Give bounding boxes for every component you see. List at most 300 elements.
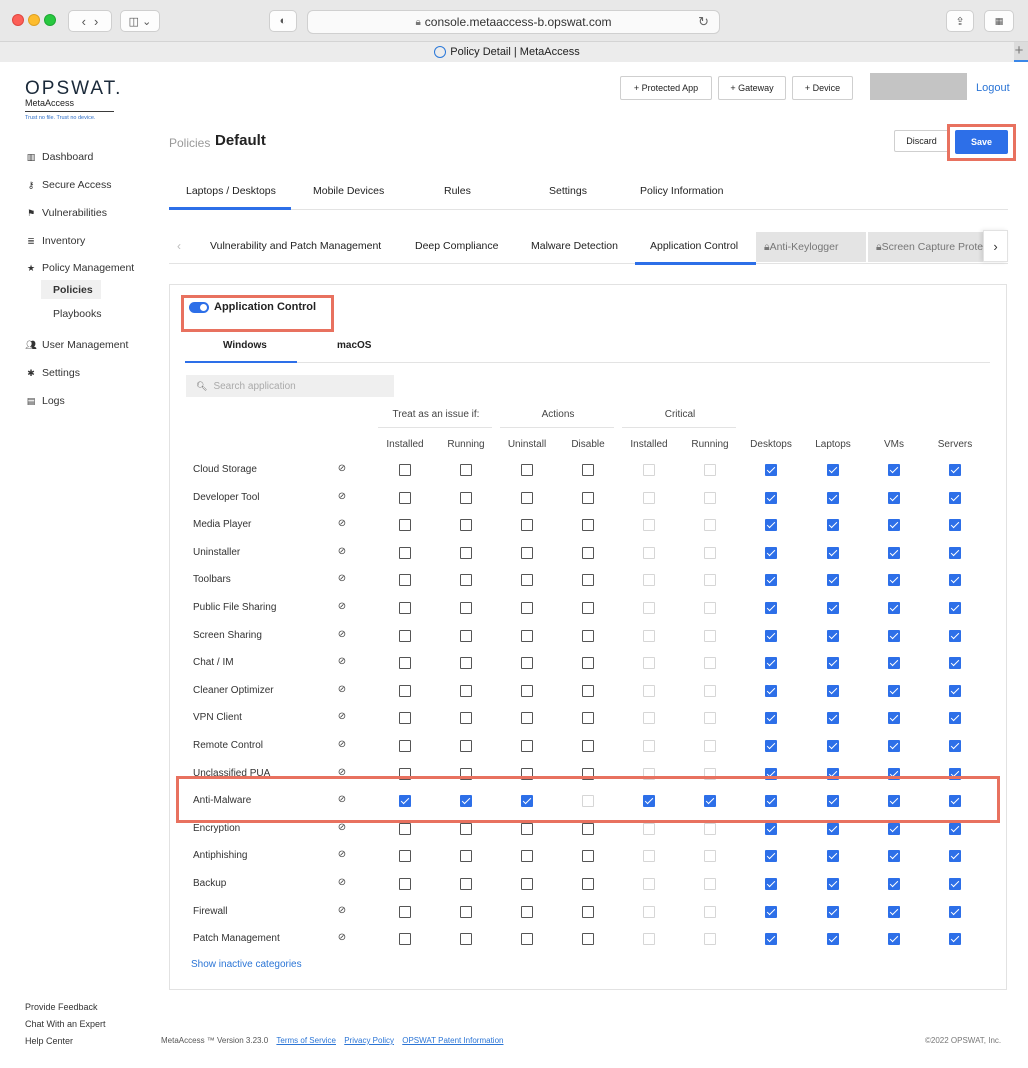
checkbox[interactable] (765, 657, 777, 669)
checkbox[interactable] (704, 850, 716, 862)
checkbox[interactable] (704, 685, 716, 697)
category-label: Uninstaller (193, 547, 241, 558)
checkbox[interactable] (949, 878, 961, 890)
checkbox[interactable] (582, 740, 594, 752)
provide-feedback-link[interactable]: Provide Feedback (25, 1002, 98, 1012)
add-gateway-button[interactable]: + Gateway (718, 76, 786, 100)
terms-link[interactable]: Terms of Service (276, 1036, 336, 1045)
checkbox[interactable] (399, 712, 411, 724)
sidebar-toggle-button[interactable] (120, 10, 160, 32)
sidebar-item-dashboard[interactable] (25, 151, 93, 163)
privacy-link[interactable]: Privacy Policy (344, 1036, 395, 1045)
checkbox[interactable] (827, 712, 839, 724)
checkbox[interactable] (643, 712, 655, 724)
checkbox[interactable] (765, 630, 777, 642)
opswat-logo[interactable]: OPSWAT. (25, 78, 123, 99)
checkbox[interactable] (949, 795, 961, 807)
checkbox[interactable] (460, 933, 472, 945)
lock-icon: 🔒︎ (764, 241, 770, 253)
sidebar-item-settings[interactable] (25, 367, 80, 379)
checkbox[interactable] (949, 712, 961, 724)
checkbox[interactable] (704, 547, 716, 559)
checkbox[interactable] (704, 768, 716, 780)
tab-policy-information[interactable]: Policy Information (640, 185, 724, 197)
hide-icon[interactable]: ⊘ (337, 491, 347, 502)
checkbox[interactable] (460, 740, 472, 752)
checkbox[interactable] (949, 547, 961, 559)
checkbox[interactable] (765, 574, 777, 586)
checkbox[interactable] (888, 492, 900, 504)
hide-icon[interactable]: ⊘ (337, 518, 347, 529)
hide-icon[interactable]: ⊘ (337, 849, 347, 860)
checkbox[interactable] (521, 630, 533, 642)
checkbox[interactable] (827, 464, 839, 476)
scroll-left-icon[interactable]: ‹ (177, 239, 181, 253)
checkbox[interactable] (582, 768, 594, 780)
checkbox[interactable] (521, 795, 533, 807)
checkbox[interactable] (704, 795, 716, 807)
reload-icon[interactable]: ↻ (698, 14, 709, 29)
checkbox[interactable] (399, 630, 411, 642)
sidebar-item-label: Dashboard (42, 151, 94, 163)
user-avatar[interactable] (870, 73, 967, 100)
checkbox[interactable] (827, 685, 839, 697)
tab-vulnerability-patch[interactable]: Vulnerability and Patch Management (210, 240, 382, 252)
back-icon[interactable]: ‹ (81, 13, 86, 29)
checkbox[interactable] (827, 906, 839, 918)
show-inactive-link[interactable]: Show inactive categories (191, 959, 302, 970)
checkbox[interactable] (521, 768, 533, 780)
checkbox[interactable] (643, 574, 655, 586)
search-placeholder: Search application (213, 380, 296, 392)
checkbox[interactable] (949, 630, 961, 642)
sidebar-item-secure-access[interactable] (25, 179, 111, 191)
checkbox[interactable] (643, 464, 655, 476)
checkbox[interactable] (643, 823, 655, 835)
checkbox[interactable] (765, 795, 777, 807)
checkbox[interactable] (521, 657, 533, 669)
group-actions: Actions (541, 409, 575, 420)
tab-deep-compliance[interactable]: Deep Compliance (415, 240, 499, 252)
category-label: Backup (193, 878, 227, 889)
application-control-toggle[interactable] (189, 302, 209, 313)
checkbox[interactable] (399, 492, 411, 504)
back-forward-buttons[interactable] (68, 10, 112, 32)
checkbox[interactable] (460, 878, 472, 890)
checkbox[interactable] (521, 547, 533, 559)
lock-icon: 🔒︎ (876, 241, 882, 253)
checkbox[interactable] (888, 657, 900, 669)
checkbox[interactable] (704, 906, 716, 918)
checkbox[interactable] (827, 933, 839, 945)
checkbox[interactable] (704, 602, 716, 614)
checkbox[interactable] (460, 519, 472, 531)
add-protected-app-button[interactable]: + Protected App (620, 76, 712, 100)
checkbox[interactable] (827, 492, 839, 504)
category-label: Cleaner Optimizer (193, 685, 274, 696)
search-icon: 🔍︎ (196, 380, 208, 391)
sidebar-item-vulnerabilities[interactable] (25, 207, 107, 219)
checkbox[interactable] (765, 823, 777, 835)
checkbox[interactable] (888, 630, 900, 642)
hide-icon[interactable]: ⊘ (337, 629, 347, 640)
star-icon: ★ (26, 262, 36, 273)
checkbox[interactable] (643, 492, 655, 504)
checkbox[interactable] (582, 519, 594, 531)
checkbox[interactable] (460, 795, 472, 807)
hide-icon[interactable]: ⊘ (337, 932, 347, 943)
discard-button[interactable]: Discard (894, 130, 949, 152)
checkbox[interactable] (460, 657, 472, 669)
checkbox[interactable] (704, 492, 716, 504)
checkbox[interactable] (949, 574, 961, 586)
checkbox[interactable] (643, 657, 655, 669)
category-label: Patch Management (193, 933, 280, 944)
sidebar-subitem-playbooks[interactable]: Playbooks (53, 308, 102, 320)
checkbox[interactable] (521, 933, 533, 945)
checkbox[interactable] (399, 768, 411, 780)
close-window-button[interactable] (12, 14, 24, 26)
checkbox[interactable] (399, 933, 411, 945)
group-treat-as-issue: Treat as an issue if: (392, 409, 480, 420)
checkbox[interactable] (704, 630, 716, 642)
checkbox[interactable] (460, 768, 472, 780)
checkbox[interactable] (582, 823, 594, 835)
column-header: Desktops (750, 439, 792, 450)
tab-laptops-desktops[interactable]: Laptops / Desktops (186, 185, 276, 197)
checkbox[interactable] (521, 492, 533, 504)
checkbox[interactable] (827, 740, 839, 752)
checkbox[interactable] (827, 547, 839, 559)
checkbox[interactable] (704, 519, 716, 531)
key-icon: ⚷ (27, 179, 35, 190)
checkbox[interactable] (582, 685, 594, 697)
address-bar[interactable] (307, 10, 720, 34)
main-tabs (169, 176, 1008, 210)
checkbox[interactable] (827, 630, 839, 642)
checkbox[interactable] (704, 823, 716, 835)
checkbox[interactable] (643, 933, 655, 945)
checkbox[interactable] (765, 519, 777, 531)
browser-tab[interactable] (0, 42, 1014, 62)
tab-malware-detection[interactable]: Malware Detection (531, 240, 618, 252)
checkbox[interactable] (521, 519, 533, 531)
tab-windows[interactable]: Windows (223, 340, 267, 351)
scroll-right-icon[interactable]: › (983, 230, 1008, 262)
checkbox[interactable] (765, 712, 777, 724)
checkbox[interactable] (643, 795, 655, 807)
checkbox[interactable] (765, 602, 777, 614)
hide-icon[interactable]: ⊘ (337, 463, 347, 474)
checkbox[interactable] (888, 547, 900, 559)
checkbox[interactable] (949, 850, 961, 862)
checkbox[interactable] (521, 740, 533, 752)
checkbox[interactable] (460, 464, 472, 476)
sidebar-item-policy-management[interactable] (25, 262, 134, 274)
tab-settings[interactable]: Settings (549, 185, 587, 197)
checkbox[interactable] (399, 685, 411, 697)
category-label: Encryption (193, 823, 241, 834)
checkbox[interactable] (643, 685, 655, 697)
checkbox[interactable] (949, 768, 961, 780)
checkbox[interactable] (765, 740, 777, 752)
checkbox[interactable] (827, 795, 839, 807)
checkbox[interactable] (643, 768, 655, 780)
logo-tagline: Trust no file. Trust no device. (25, 115, 96, 121)
checkbox[interactable] (888, 574, 900, 586)
checkbox[interactable] (643, 906, 655, 918)
checkbox[interactable] (949, 933, 961, 945)
users-icon: 👥︎ (25, 339, 37, 350)
checkbox[interactable] (399, 850, 411, 862)
checkbox[interactable] (765, 768, 777, 780)
browser-titlebar (0, 0, 1028, 42)
category-label: Anti-Malware (193, 795, 252, 806)
checkbox[interactable] (460, 712, 472, 724)
browser-tabbar (0, 42, 1028, 62)
checkbox[interactable] (643, 740, 655, 752)
checkbox[interactable] (827, 878, 839, 890)
checkbox[interactable] (460, 602, 472, 614)
version-text: MetaAccess ™ Version 3.23.0 (161, 1036, 269, 1045)
tab-anti-keylogger[interactable] (756, 232, 866, 262)
checkbox[interactable] (582, 547, 594, 559)
privacy-shield-button[interactable] (269, 10, 297, 32)
checkbox[interactable] (827, 823, 839, 835)
checkbox[interactable] (704, 712, 716, 724)
checkbox[interactable] (460, 685, 472, 697)
patent-link[interactable]: OPSWAT Patent Information (402, 1036, 504, 1045)
sidebar-icon: ◫ ⌄ (128, 15, 152, 28)
column-header: Installed (630, 439, 668, 450)
checkbox[interactable] (399, 878, 411, 890)
checkbox[interactable] (888, 850, 900, 862)
maximize-window-button[interactable] (44, 14, 56, 26)
checkbox[interactable] (765, 464, 777, 476)
chat-expert-link[interactable]: Chat With an Expert (25, 1019, 106, 1029)
checkbox[interactable] (582, 657, 594, 669)
checkbox[interactable] (949, 685, 961, 697)
checkbox[interactable] (582, 712, 594, 724)
checkbox[interactable] (888, 464, 900, 476)
checkbox[interactable] (704, 657, 716, 669)
checkbox[interactable] (643, 850, 655, 862)
tab-favicon-icon (434, 46, 446, 58)
checkbox[interactable] (949, 657, 961, 669)
checkbox[interactable] (949, 464, 961, 476)
checkbox[interactable] (765, 878, 777, 890)
checkbox[interactable] (949, 906, 961, 918)
checkbox[interactable] (949, 740, 961, 752)
checkbox[interactable] (399, 547, 411, 559)
checkbox[interactable] (827, 602, 839, 614)
checkbox[interactable] (643, 602, 655, 614)
checkbox[interactable] (704, 574, 716, 586)
tab-overview-button[interactable] (984, 10, 1014, 32)
checkbox[interactable] (582, 602, 594, 614)
checkbox[interactable] (949, 823, 961, 835)
checkbox[interactable] (460, 630, 472, 642)
hide-icon[interactable]: ⊘ (337, 601, 347, 612)
checkbox[interactable] (399, 657, 411, 669)
checkbox[interactable] (460, 850, 472, 862)
checkbox[interactable] (582, 878, 594, 890)
checkbox[interactable] (521, 906, 533, 918)
checkbox[interactable] (827, 850, 839, 862)
page-title: Default (215, 132, 266, 149)
checkbox[interactable] (643, 519, 655, 531)
checkbox[interactable] (888, 768, 900, 780)
checkbox[interactable] (827, 574, 839, 586)
minimize-window-button[interactable] (28, 14, 40, 26)
checkbox[interactable] (888, 823, 900, 835)
dashboard-icon: ▥ (26, 151, 36, 162)
checkbox[interactable] (460, 547, 472, 559)
hide-icon[interactable]: ⊘ (337, 905, 347, 916)
tab-rules[interactable]: Rules (444, 185, 471, 197)
checkbox[interactable] (521, 712, 533, 724)
checkbox[interactable] (704, 933, 716, 945)
checkbox[interactable] (460, 492, 472, 504)
checkbox[interactable] (582, 933, 594, 945)
checkbox[interactable] (399, 740, 411, 752)
tab-application-control[interactable]: Application Control (650, 240, 739, 252)
toggle-knob (200, 304, 207, 311)
tab-mobile-devices[interactable]: Mobile Devices (313, 185, 385, 197)
checkbox[interactable] (582, 574, 594, 586)
checkbox[interactable] (399, 906, 411, 918)
hide-icon[interactable]: ⊘ (337, 546, 347, 557)
checkbox[interactable] (827, 768, 839, 780)
tab-screen-capture[interactable] (868, 232, 986, 262)
checkbox[interactable] (521, 464, 533, 476)
checkbox[interactable] (765, 492, 777, 504)
checkbox[interactable] (643, 878, 655, 890)
add-device-button[interactable]: + Device (792, 76, 853, 100)
column-header: VMs (884, 439, 904, 450)
new-tab-icon[interactable]: + (1014, 42, 1024, 59)
checkbox[interactable] (521, 850, 533, 862)
checkbox[interactable] (888, 519, 900, 531)
sidebar-item-logs[interactable] (25, 395, 65, 407)
sidebar-item-label: Policy Management (42, 262, 135, 274)
checkbox[interactable] (460, 823, 472, 835)
hide-icon[interactable]: ⊘ (337, 656, 347, 667)
breadcrumb[interactable]: Policies (169, 136, 211, 150)
checkbox[interactable] (582, 795, 594, 807)
checkbox[interactable] (765, 906, 777, 918)
category-label: Public File Sharing (193, 602, 277, 613)
checkbox[interactable] (765, 850, 777, 862)
checkbox[interactable] (460, 574, 472, 586)
list-icon: ≣ (27, 235, 35, 246)
checkbox[interactable] (888, 933, 900, 945)
checkbox[interactable] (949, 519, 961, 531)
search-input[interactable] (186, 375, 394, 397)
help-center-link[interactable]: Help Center (25, 1036, 74, 1046)
hide-icon[interactable]: ⊘ (337, 711, 347, 722)
flag-icon: ⚑ (26, 207, 36, 218)
checkbox[interactable] (521, 602, 533, 614)
checkbox[interactable] (765, 933, 777, 945)
checkbox[interactable] (704, 878, 716, 890)
checkbox[interactable] (888, 740, 900, 752)
hide-icon[interactable]: ⊘ (337, 767, 347, 778)
checkbox[interactable] (399, 574, 411, 586)
checkbox[interactable] (888, 602, 900, 614)
category-label: Media Player (193, 519, 252, 530)
checkbox[interactable] (765, 685, 777, 697)
checkbox[interactable] (643, 547, 655, 559)
checkbox[interactable] (582, 850, 594, 862)
checkbox[interactable] (765, 547, 777, 559)
checkbox[interactable] (582, 906, 594, 918)
checkbox[interactable] (399, 519, 411, 531)
checkbox[interactable] (827, 657, 839, 669)
checkbox[interactable] (888, 685, 900, 697)
sidebar-item-label: Settings (42, 367, 80, 379)
hide-icon[interactable]: ⊘ (337, 573, 347, 584)
checkbox[interactable] (582, 492, 594, 504)
checkbox[interactable] (949, 602, 961, 614)
category-label: Toolbars (193, 574, 231, 585)
checkbox[interactable] (399, 823, 411, 835)
checkbox[interactable] (643, 630, 655, 642)
hide-icon[interactable]: ⊘ (337, 739, 347, 750)
checkbox[interactable] (888, 906, 900, 918)
save-button[interactable]: Save (955, 130, 1008, 154)
sidebar-item-label: Secure Access (42, 179, 112, 191)
checkbox[interactable] (582, 464, 594, 476)
checkbox[interactable] (704, 740, 716, 752)
checkbox[interactable] (460, 906, 472, 918)
active-tab-indicator (169, 207, 291, 210)
sidebar-item-user-management[interactable] (25, 339, 128, 351)
sidebar-item-inventory[interactable] (25, 235, 85, 247)
checkbox[interactable] (888, 795, 900, 807)
column-header: Servers (937, 439, 973, 450)
checkbox[interactable] (888, 712, 900, 724)
category-label: Firewall (193, 906, 228, 917)
checkbox[interactable] (521, 823, 533, 835)
checkbox[interactable] (521, 574, 533, 586)
sidebar-subitem-policies[interactable]: Policies (41, 280, 101, 299)
column-header: Disable (571, 439, 605, 450)
checkbox[interactable] (582, 630, 594, 642)
sidebar-item-label: User Management (42, 339, 129, 351)
hide-icon[interactable]: ⊘ (337, 684, 347, 695)
forward-icon[interactable]: › (94, 13, 99, 29)
checkbox[interactable] (521, 685, 533, 697)
checkbox[interactable] (521, 878, 533, 890)
logout-link[interactable]: Logout (976, 82, 1010, 94)
group-divider (378, 427, 492, 428)
hide-icon[interactable]: ⊘ (337, 794, 347, 805)
tab-macos[interactable]: macOS (337, 340, 372, 351)
checkbox[interactable] (399, 602, 411, 614)
share-button[interactable] (946, 10, 974, 32)
checkbox[interactable] (888, 878, 900, 890)
checkbox[interactable] (399, 795, 411, 807)
logs-icon: ▤ (26, 395, 36, 406)
checkbox[interactable] (704, 464, 716, 476)
checkbox[interactable] (399, 464, 411, 476)
checkbox[interactable] (949, 492, 961, 504)
hide-icon[interactable]: ⊘ (337, 877, 347, 888)
checkbox[interactable] (827, 519, 839, 531)
hide-icon[interactable]: ⊘ (337, 822, 347, 833)
lock-icon: 🔒︎ (415, 16, 421, 28)
